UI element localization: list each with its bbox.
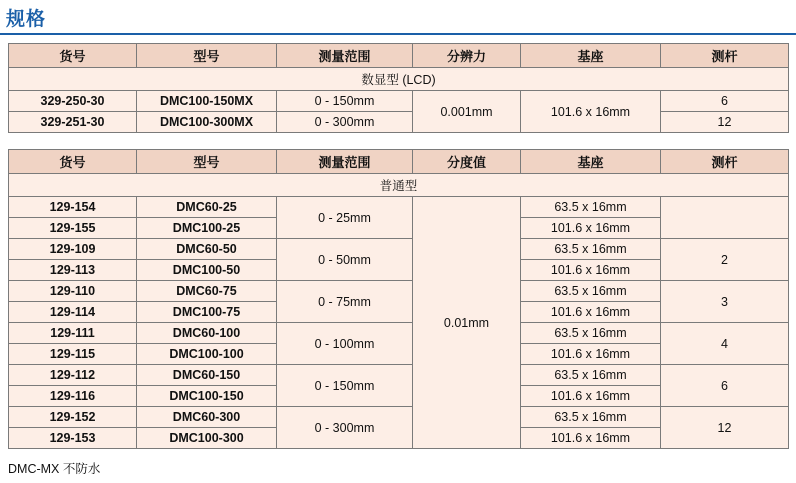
table-row [9, 323, 789, 344]
column-header-rod: 测杆 [661, 44, 789, 68]
table-row [9, 365, 789, 386]
table-row [9, 407, 789, 428]
cell-code: 129-155 [9, 218, 137, 239]
column-header-resolution: 分辨力 [413, 44, 521, 68]
cell-graduation: 0.01mm [413, 197, 521, 449]
cell-base: 63.5 x 16mm [521, 281, 661, 302]
cell-rod: 6 [661, 365, 789, 407]
cell-code: 129-153 [9, 428, 137, 449]
cell-model: DMC60-100 [137, 323, 277, 344]
column-header-base: 基座 [521, 44, 661, 68]
cell-code: 129-111 [9, 323, 137, 344]
column-header-base: 基座 [521, 150, 661, 174]
cell-base: 101.6 x 16mm [521, 344, 661, 365]
cell-model: DMC60-300 [137, 407, 277, 428]
cell-model: DMC100-100 [137, 344, 277, 365]
cell-model: DMC100-25 [137, 218, 277, 239]
cell-code: 129-152 [9, 407, 137, 428]
cell-code: 129-110 [9, 281, 137, 302]
cell-base: 63.5 x 16mm [521, 197, 661, 218]
table-row [9, 239, 789, 260]
cell-model: DMC100-75 [137, 302, 277, 323]
group-header-row [9, 174, 789, 197]
cell-base: 63.5 x 16mm [521, 407, 661, 428]
column-header-range: 测量范围 [277, 150, 413, 174]
cell-base: 63.5 x 16mm [521, 323, 661, 344]
page-title: 规格 [6, 9, 47, 30]
cell-code: 129-114 [9, 302, 137, 323]
cell-code: 129-112 [9, 365, 137, 386]
cell-base: 101.6 x 16mm [521, 260, 661, 281]
column-header-model: 型号 [137, 150, 277, 174]
standard-spec-table [8, 149, 789, 449]
table-row [9, 112, 789, 133]
cell-code: 129-113 [9, 260, 137, 281]
column-header-model: 型号 [137, 44, 277, 68]
cell-range: 0 - 50mm [277, 239, 413, 281]
cell-base: 101.6 x 16mm [521, 428, 661, 449]
cell-code: 129-116 [9, 386, 137, 407]
cell-range: 0 - 300mm [277, 407, 413, 449]
cell-model: DMC60-150 [137, 365, 277, 386]
cell-base: 63.5 x 16mm [521, 365, 661, 386]
cell-rod: 2 [661, 239, 789, 281]
table-row [9, 281, 789, 302]
title-divider [0, 33, 796, 35]
table-spacer [0, 133, 796, 149]
group-label-digital: 数显型 (LCD) [9, 68, 789, 91]
cell-rod: 3 [661, 281, 789, 323]
cell-code: 329-251-30 [9, 112, 137, 133]
cell-rod: 12 [661, 112, 789, 133]
cell-code: 129-109 [9, 239, 137, 260]
column-header-range: 测量范围 [277, 44, 413, 68]
cell-model: DMC100-150MX [137, 91, 277, 112]
column-header-graduation: 分度值 [413, 150, 521, 174]
cell-resolution: 0.001mm [413, 91, 521, 133]
column-header-code: 货号 [9, 44, 137, 68]
table-header-row [9, 150, 789, 174]
cell-model: DMC100-300 [137, 428, 277, 449]
cell-rod [661, 197, 789, 239]
cell-range: 0 - 300mm [277, 112, 413, 133]
cell-code: 329-250-30 [9, 91, 137, 112]
group-label-standard: 普通型 [9, 174, 789, 197]
cell-model: DMC100-300MX [137, 112, 277, 133]
group-header-row [9, 68, 789, 91]
cell-range: 0 - 100mm [277, 323, 413, 365]
cell-rod: 12 [661, 407, 789, 449]
cell-code: 129-154 [9, 197, 137, 218]
cell-base: 63.5 x 16mm [521, 239, 661, 260]
cell-model: DMC60-25 [137, 197, 277, 218]
table-row [9, 197, 789, 218]
cell-rod: 4 [661, 323, 789, 365]
cell-model: DMC100-150 [137, 386, 277, 407]
column-header-code: 货号 [9, 150, 137, 174]
cell-base: 101.6 x 16mm [521, 302, 661, 323]
column-header-rod: 测杆 [661, 150, 789, 174]
cell-range: 0 - 150mm [277, 91, 413, 112]
table-header-row [9, 44, 789, 68]
cell-base: 101.6 x 16mm [521, 386, 661, 407]
cell-base: 101.6 x 16mm [521, 218, 661, 239]
footnote: DMC-MX 不防水 [8, 462, 101, 476]
cell-base: 101.6 x 16mm [521, 91, 661, 133]
cell-range: 0 - 25mm [277, 197, 413, 239]
cell-rod: 6 [661, 91, 789, 112]
table-row [9, 91, 789, 112]
cell-range: 0 - 150mm [277, 365, 413, 407]
cell-code: 129-115 [9, 344, 137, 365]
digital-spec-table [8, 43, 789, 133]
cell-model: DMC100-50 [137, 260, 277, 281]
cell-range: 0 - 75mm [277, 281, 413, 323]
cell-model: DMC60-50 [137, 239, 277, 260]
cell-model: DMC60-75 [137, 281, 277, 302]
